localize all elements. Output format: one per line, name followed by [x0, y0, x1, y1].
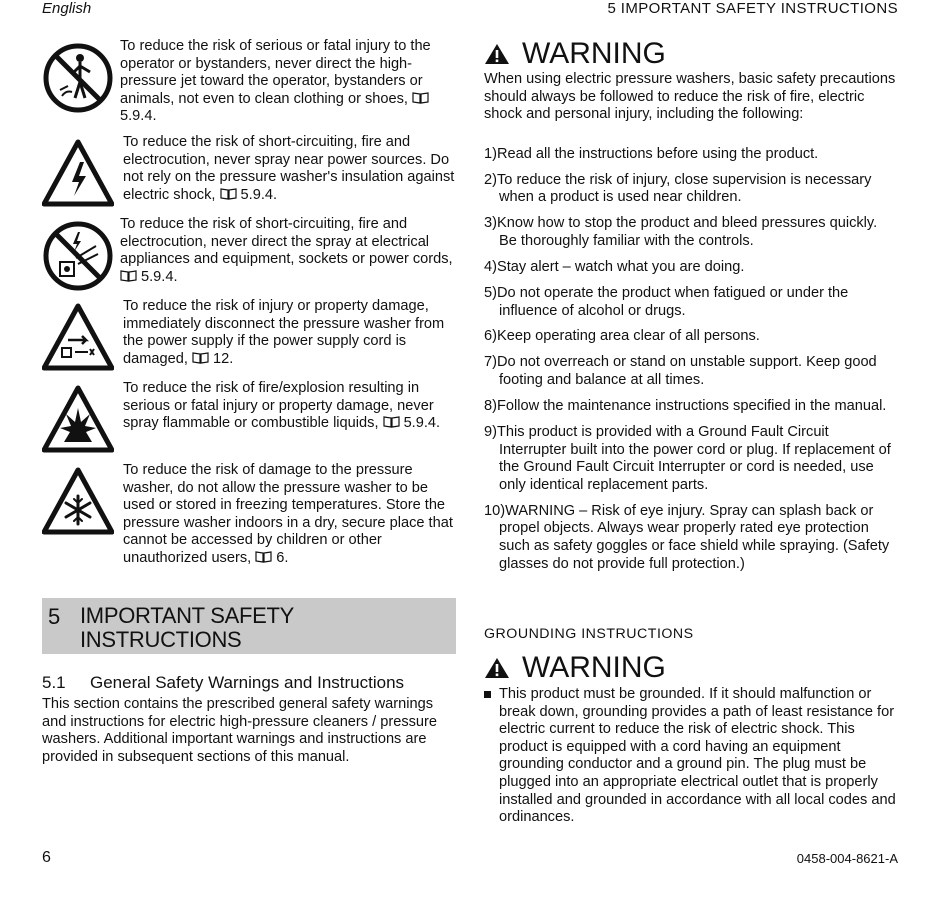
subsection-text: This section contains the prescribed general safety warnings and instructions for electric high-pressure cleaners / pressure washers. Additional important warnings and instructions are provided in subsequent sections of this manual.	[42, 696, 438, 765]
warning-triangle-icon	[484, 657, 510, 679]
warning-intro: When using electric pressure washers, basic safety precautions should always be followed to reduce the risk of fire, electric shock and personal injury, including the following:	[484, 71, 896, 123]
freezing-warning-icon	[42, 466, 114, 538]
manual-book-icon	[255, 550, 272, 563]
safety-item-ref: 5.9.4.	[403, 415, 441, 432]
safety-item-text: To reduce the risk of damage to the pressure washer, do not allow the pressure washer to be used or stored in freezing temperatures. Store the pressure washer indoors in a dry, secure place that cannot be accessed by children or other unauthorized users,	[123, 461, 453, 566]
explosion-warning-icon	[42, 384, 114, 456]
safety-item-text: To reduce the risk of fire/explosion resulting in serious or fatal injury or property damage, never spray flammable or combustible liquids,	[123, 379, 434, 432]
instruction-list	[484, 146, 896, 573]
no-spray-electrical-icon	[42, 220, 114, 292]
safety-item-text: To reduce the risk of short-circuiting, fire and electrocution, never spray near power sources. Do not rely on the pressure washer's insulation against electric shock,	[123, 133, 455, 203]
manual-book-icon	[220, 187, 237, 200]
safety-item	[42, 298, 456, 372]
grounding-warning-label: WARNING	[522, 651, 666, 684]
manual-book-icon	[192, 351, 209, 364]
safety-item-text: To reduce the risk of short-circuiting, fire and electrocution, never direct the spray at electrical appliances and equipment, sockets or power cords,	[120, 215, 453, 268]
manual-book-icon	[383, 415, 400, 428]
safety-item-ref: 5.9.4.	[120, 108, 157, 125]
safety-item	[42, 462, 456, 568]
manual-book-icon	[412, 91, 429, 104]
warning-label: WARNING	[522, 37, 666, 70]
safety-item-text: To reduce the risk of injury or property damage, immediately disconnect the pressure washer from the power supply if the power supply cord is damaged,	[123, 297, 445, 367]
list-item: 10)WARNING – Risk of eye injury. Spray can splash back or propel objects. Always wear properly rated eye protection such as safety goggles or face shield while spraying. (Safety glasses do not provide full protection.)	[484, 502, 890, 572]
grounding-heading: GROUNDING INSTRUCTIONS	[484, 626, 694, 642]
grounding-text: This product must be grounded. If it should malfunction or break down, grounding provides a path of least resistance for electric current to reduce the risk of electric shock. This product is equipped with a cord having an equipment grounding conductor and a ground pin. The plug must be plugged into an appropriate electrical outlet that is properly installed and grounded in accordance with all local codes and ordinances.	[499, 686, 896, 826]
bullet-square-icon	[484, 691, 491, 698]
grounding-bullet	[484, 686, 896, 827]
safety-item-ref: 5.9.4.	[141, 268, 178, 285]
safety-item-text: To reduce the risk of serious or fatal injury to the operator or bystanders, never direct the high-pressure jet toward the operator, bystanders or animals, not even to clean clothing or shoes,	[120, 38, 431, 107]
header-section-title: 5 IMPORTANT SAFETY INSTRUCTIONS	[607, 0, 898, 17]
safety-item	[42, 380, 456, 454]
safety-item-ref: 12.	[212, 350, 234, 367]
list-item: 8)Follow the maintenance instructions specified in the manual.	[484, 398, 887, 415]
list-item: 2)To reduce the risk of injury, close supervision is necessary when a product is used near children.	[484, 171, 872, 206]
section-title: IMPORTANT SAFETY INSTRUCTIONS	[80, 603, 294, 652]
safety-item	[42, 216, 456, 290]
warning-triangle-icon	[484, 43, 510, 65]
subsection-heading	[42, 673, 462, 693]
list-item: 3)Know how to stop the product and bleed pressures quickly. Be thoroughly familiar with the controls.	[484, 215, 878, 249]
safety-item	[42, 134, 456, 208]
manual-book-icon	[120, 269, 137, 282]
header-language: English	[42, 0, 92, 17]
warning-heading	[484, 38, 896, 70]
list-item: 6)Keep operating area clear of all persons.	[484, 328, 760, 345]
section-heading-bar	[42, 598, 456, 654]
grounding-warning-heading	[484, 652, 666, 684]
right-column	[484, 38, 896, 582]
no-spray-person-icon	[42, 42, 114, 114]
left-column	[42, 38, 456, 576]
safety-item-ref: 5.9.4.	[240, 186, 278, 203]
document-number: 0458-004-8621-A	[796, 851, 898, 866]
safety-item-ref: 6.	[276, 549, 289, 566]
list-item: 5)Do not operate the product when fatigued or under the influence of alcohol or drugs.	[484, 284, 849, 319]
list-item: 7)Do not overreach or stand on unstable support. Keep good footing and balance at all times.	[484, 354, 877, 389]
subsection-title: General Safety Warnings and Instructions	[90, 673, 405, 692]
list-item: 1)Read all the instructions before using the product.	[484, 145, 819, 162]
disconnect-power-warning-icon	[42, 302, 114, 374]
list-item: 4)Stay alert – watch what you are doing.	[484, 258, 745, 275]
list-item: 9)This product is provided with a Ground Fault Circuit Interrupter built into the power cord or plug. If replacement of the Ground Fault Circuit Interrupter or cord is needed, use only identical replacement parts.	[484, 424, 891, 493]
safety-item	[42, 38, 456, 126]
electric-shock-warning-icon	[42, 138, 114, 210]
subsection-number: 5.1	[42, 673, 66, 692]
section-number: 5	[48, 604, 60, 629]
page-number: 6	[42, 849, 51, 866]
